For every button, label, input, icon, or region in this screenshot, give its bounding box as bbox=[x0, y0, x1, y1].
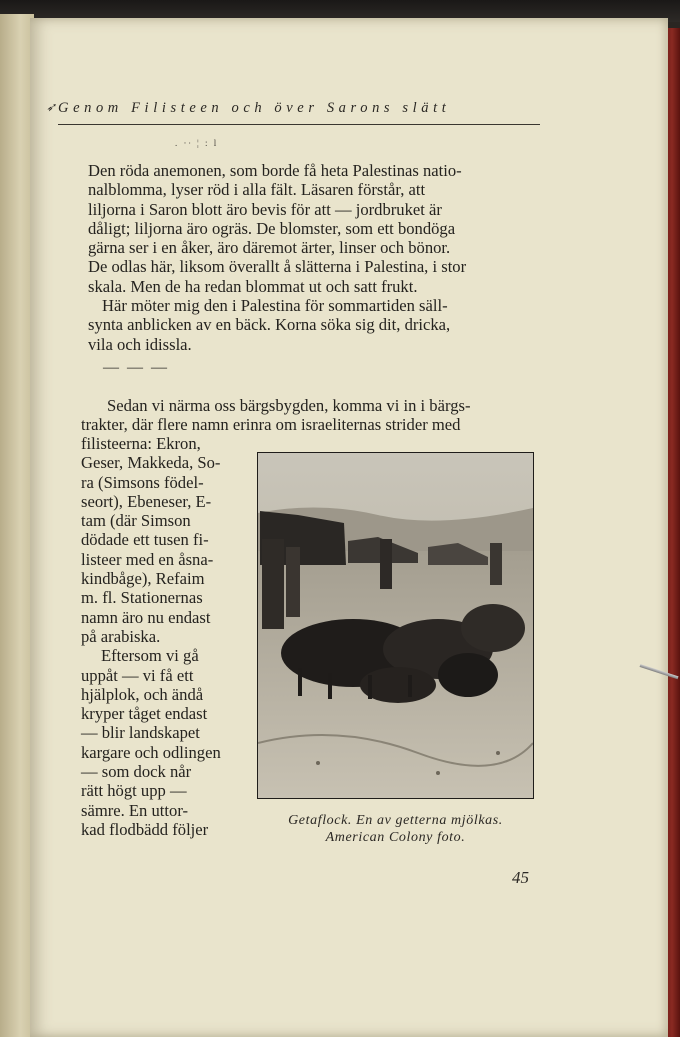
text-line: kad flodbädd följer bbox=[81, 819, 209, 839]
text-line: Sedan vi närma oss bärgsbygden, komma vi in i bärgs- bbox=[107, 396, 471, 415]
header-rule bbox=[58, 124, 540, 125]
text-line: sämre. En uttor- bbox=[81, 800, 189, 820]
page-number: 45 bbox=[512, 868, 529, 887]
text-line: gärna ser i en åker, äro däremot ärter, linser och bönor. bbox=[88, 238, 451, 258]
paragraph-1 bbox=[88, 161, 538, 354]
facing-page-edge bbox=[0, 14, 34, 1037]
text-line: seort), Ebeneser, E- bbox=[81, 491, 212, 511]
text-line: på arabiska. bbox=[81, 626, 161, 646]
text-line: liljorna i Saron blott äro bevis för att — jordbruket är bbox=[88, 199, 442, 219]
text-line: uppåt — vi få ett bbox=[81, 665, 194, 685]
text-line: synta anblicken av en bäck. Korna söka sig dit, dricka, bbox=[88, 315, 451, 335]
text-line: vila och idissla. bbox=[88, 334, 192, 354]
text-line: kryper tåget endast bbox=[81, 704, 208, 724]
text-line: namn äro nu endast bbox=[81, 607, 211, 627]
running-header bbox=[46, 100, 528, 117]
goat-flock-photo bbox=[257, 452, 534, 799]
text-line: dödade ett tusen fi- bbox=[81, 530, 209, 550]
text-line: ra (Simsons födel- bbox=[81, 472, 204, 492]
figure-caption bbox=[258, 812, 533, 846]
narrow-column bbox=[81, 434, 244, 839]
text-line: kargare och odlingen bbox=[81, 742, 221, 762]
text-line: trakter, där flere namn erinra om israeliternas strider med bbox=[81, 415, 461, 435]
section-separator: — — — bbox=[103, 359, 169, 376]
text-line: skala. Men de ha redan blommat ut och satt frukt. bbox=[88, 276, 418, 296]
text-line: — som dock når bbox=[81, 762, 192, 782]
running-title: Genom Filisteen och över Sarons slätt bbox=[58, 100, 451, 116]
arrow-mark-icon: ➶ bbox=[46, 100, 57, 114]
text-line: hjälplok, och ändå bbox=[81, 684, 204, 704]
text-line: Den röda anemonen, som borde få heta Palestinas natio- bbox=[88, 161, 462, 180]
text-line: kindbåge), Refaim bbox=[81, 569, 205, 589]
caption-line-1: Getaflock. En av getterna mjölkas. bbox=[288, 813, 503, 828]
text-line: dåligt; liljorna äro ogräs. De blomster, som ett bondöga bbox=[88, 218, 456, 238]
text-line: rätt högt upp — bbox=[81, 781, 187, 801]
text-line: Eftersom vi gå bbox=[101, 646, 199, 666]
text-line: m. fl. Stationernas bbox=[81, 588, 203, 608]
caption-line-2: American Colony foto. bbox=[325, 830, 466, 845]
text-line: nalblomma, lyser röd i alla fält. Läsaren förstår, att bbox=[88, 180, 426, 200]
text-line: Här möter mig den i Palestina för sommartiden säll- bbox=[102, 296, 448, 316]
paragraph-2 bbox=[81, 396, 536, 435]
text-line: filisteerna: Ekron, bbox=[81, 434, 201, 453]
text-line: — blir landskapet bbox=[81, 723, 200, 743]
text-line: tam (där Simson bbox=[81, 511, 191, 531]
text-line: De odlas här, liksom överallt å slätterna i Palestina, i stor bbox=[88, 257, 467, 277]
text-line: listeer med en åsna- bbox=[81, 549, 214, 569]
text-line: Geser, Makkeda, So- bbox=[81, 453, 221, 473]
photo-illustration bbox=[258, 453, 533, 798]
marginal-marks: . ·∙ ¦ : l bbox=[175, 138, 219, 148]
